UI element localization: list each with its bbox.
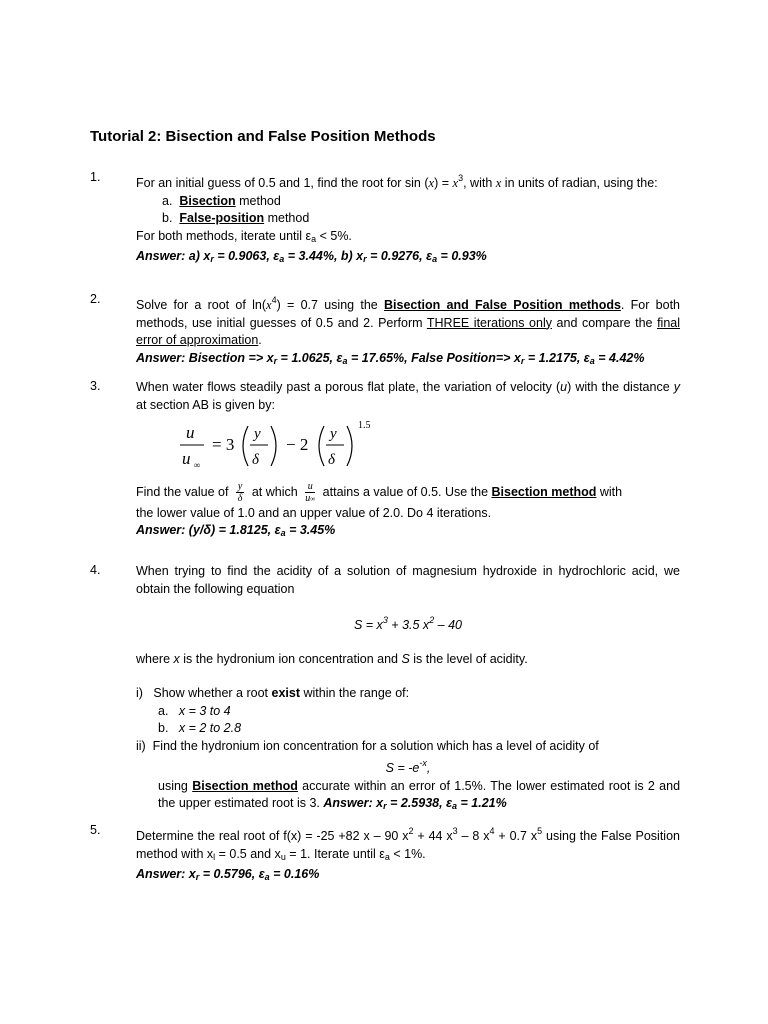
question-text: For an initial guess of 0.5 and 1, find the root for $\sin (x) = x^3$, with x in units of radian, using the:: [136, 173, 658, 190]
formula-y: y: [254, 426, 261, 442]
question-number: 5.: [90, 823, 101, 837]
question-5: [90, 823, 680, 887]
part-i-a: a. x = 3 to 4: [158, 703, 231, 718]
question-text: When water flows steadily past a porous flat plate, the variation of velocity (u) with the distance y at section AB is given by:: [136, 380, 680, 412]
where-text: where x is the hydronium ion concentration and S is the level of acidity.: [136, 651, 528, 666]
question-2: [90, 292, 680, 370]
sub-item-a: a. Bisection method: [162, 193, 281, 208]
question-text: Solve for a root of $\ln(x^4) = 0.7$ using the Bisection and False Position methods. For both methods, use initial guesses of 0.5 and 2. Perform THREE iterations only and compare the final error of approximation.: [136, 295, 681, 347]
answer: Answer: (y/δ) = 1.8125, $\varepsilon_a = 3.45\%$: [136, 523, 336, 539]
answer: Answer: $x_r = 0.5796$, $\varepsilon_a = 0.16\%$: [136, 867, 320, 882]
question-number: 2.: [90, 292, 101, 306]
part-i: i) Show whether a root exist within the range of:: [136, 686, 410, 700]
formula-minus: − 2: [286, 435, 309, 454]
answer: Answer: Bisection => $x_r = 1.0625$, $\varepsilon_a = 17.65\%$, False Position=> $x_r = 1.2175$, $\varepsilon_a = 4.42\%$: [136, 350, 645, 366]
velocity-formula-graphic: [176, 418, 406, 474]
formula-inf: ∞: [194, 460, 201, 470]
formula-y2: y: [330, 426, 337, 442]
fraction-y-delta: $\frac{y}{\delta}$: [237, 481, 243, 505]
question-number: 4.: [90, 563, 101, 577]
part-ii-text: using Bisection method accurate within an error of 1.5%. The lower estimated root is 2 and the upper estimated root is 3. Answer: $x_r = 2.5938$, $\varepsilon_a = 1.21\%$: [158, 778, 681, 811]
question-text: Determine the real root of f(x) = -25 +82 x – 90 $x^2 + 44$ $x^3 - 8$ $x^4 + 0.7$ $x^5$ using the False Position method with $x_l = 0.5$ and $x_u = 1$. Iterate until $\varepsilon_a < 1\%$.: [136, 826, 680, 862]
part-ii: ii) Find the hydronium ion concentration for a solution which has a level of acidity of: [136, 738, 599, 753]
question-number: 3.: [90, 379, 101, 393]
question-text-find: Find the value of $\frac{y}{\delta}$ at which $\frac{u}{u\infty}$ attains a value of 0.5. Use the Bisection method with: [136, 480, 623, 505]
iteration-criterion: For both methods, iterate until $\varepsilon_a < 5\%$.: [136, 228, 352, 244]
formula-u: u: [186, 423, 195, 442]
question-4: [90, 563, 680, 816]
formula-eq: = 3: [212, 435, 235, 454]
question-text-bounds: the lower value of 1.0 and an upper value of 2.0. Do 4 iterations.: [136, 505, 492, 520]
formula-u-inf: u: [182, 449, 191, 468]
part-ii-equation: $S = -e^{-x}$,: [385, 758, 431, 775]
question-1: [90, 170, 680, 269]
formula-delta2: δ: [328, 452, 335, 468]
part-i-b: b. x = 2 to 2.8: [158, 721, 242, 735]
formula-power: 1.5: [358, 420, 371, 431]
question-3: [90, 379, 680, 543]
sub-item-b: b. False-position method: [162, 211, 310, 225]
formula-delta: δ: [252, 452, 259, 468]
question-text: When trying to find the acidity of a solution of magnesium hydroxide in hydrochloric acid, we obtain the following equation: [136, 564, 680, 596]
acidity-equation: $S = x^3 + 3.5$ $x^2 - 40$: [353, 615, 463, 632]
page-title: Tutorial 2: Bisection and False Position Methods: [90, 128, 436, 145]
velocity-formula: [136, 418, 680, 470]
question-number: 1.: [90, 170, 101, 184]
fraction-u-uinf: $\frac{u}{u\infty}$: [305, 480, 316, 504]
answer: Answer: a) $x_r = 0.9063$, $\varepsilon_a = 3.44\%$, b) $x_r = 0.9276$, $\varepsilon_a = 0.93\%$: [136, 249, 487, 264]
